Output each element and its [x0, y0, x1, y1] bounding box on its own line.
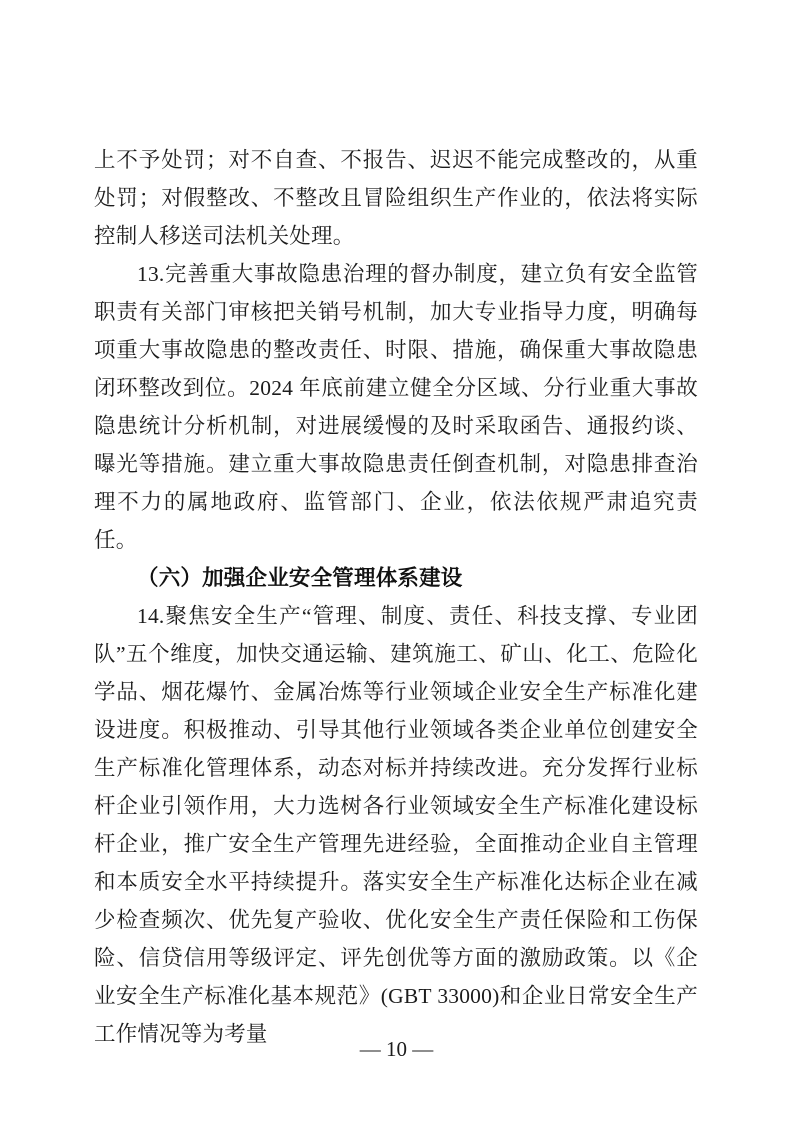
document-body [94, 141, 698, 1053]
paragraph-item-14: 14.聚焦安全生产“管理、制度、责任、科技支撑、专业团队”五个维度，加快交通运输、建筑施工、矿山、化工、危险化学品、烟花爆竹、金属冶炼等行业领域企业安全生产标准化建设进度。积极推动、引导其他行业领域各类企业单位创建安全生产标准化管理体系，动态对标并持续改进。充分发挥行业标杆企业引领作用，大力选树各行业领域安全生产标准化建设标杆企业，推广安全生产管理先进经验，全面推动企业自主管理和本质安全水平持续提升。落实安全生产标准化达标企业在减少检查频次、优先复产验收、优化安全生产责任保险和工伤保险、信贷信用等级评定、评先创优等方面的激励政策。以《企业安全生产标准化基本规范》(GBT 33000)和企业日常安全生产工作情况等为考量 [94, 604, 698, 1046]
section-heading: （六）加强企业安全管理体系建设 [137, 566, 463, 590]
page-number: — 10 — [359, 1037, 434, 1061]
paragraph-continuation: 上不予处罚；对不自查、不报告、迟迟不能完成整改的，从重处罚；对假整改、不整改且冒险组织生产作业的，依法将实际控制人移送司法机关处理。 [94, 148, 698, 248]
paragraph-item-13: 13.完善重大事故隐患治理的督办制度，建立负有安全监管职责有关部门审核把关销号机制，加大专业指导力度，明确每项重大事故隐患的整改责任、时限、措施，确保重大事故隐患闭环整改到位。2024 年底前建立健全分区域、分行业重大事故隐患统计分析机制，对进展缓慢的及时采取函告、通报约谈、曝光等措施。建立重大事故隐患责任倒查机制，对隐患排查治理不力的属地政府、监管部门、企业，依法依规严肃追究责任。 [94, 262, 698, 552]
